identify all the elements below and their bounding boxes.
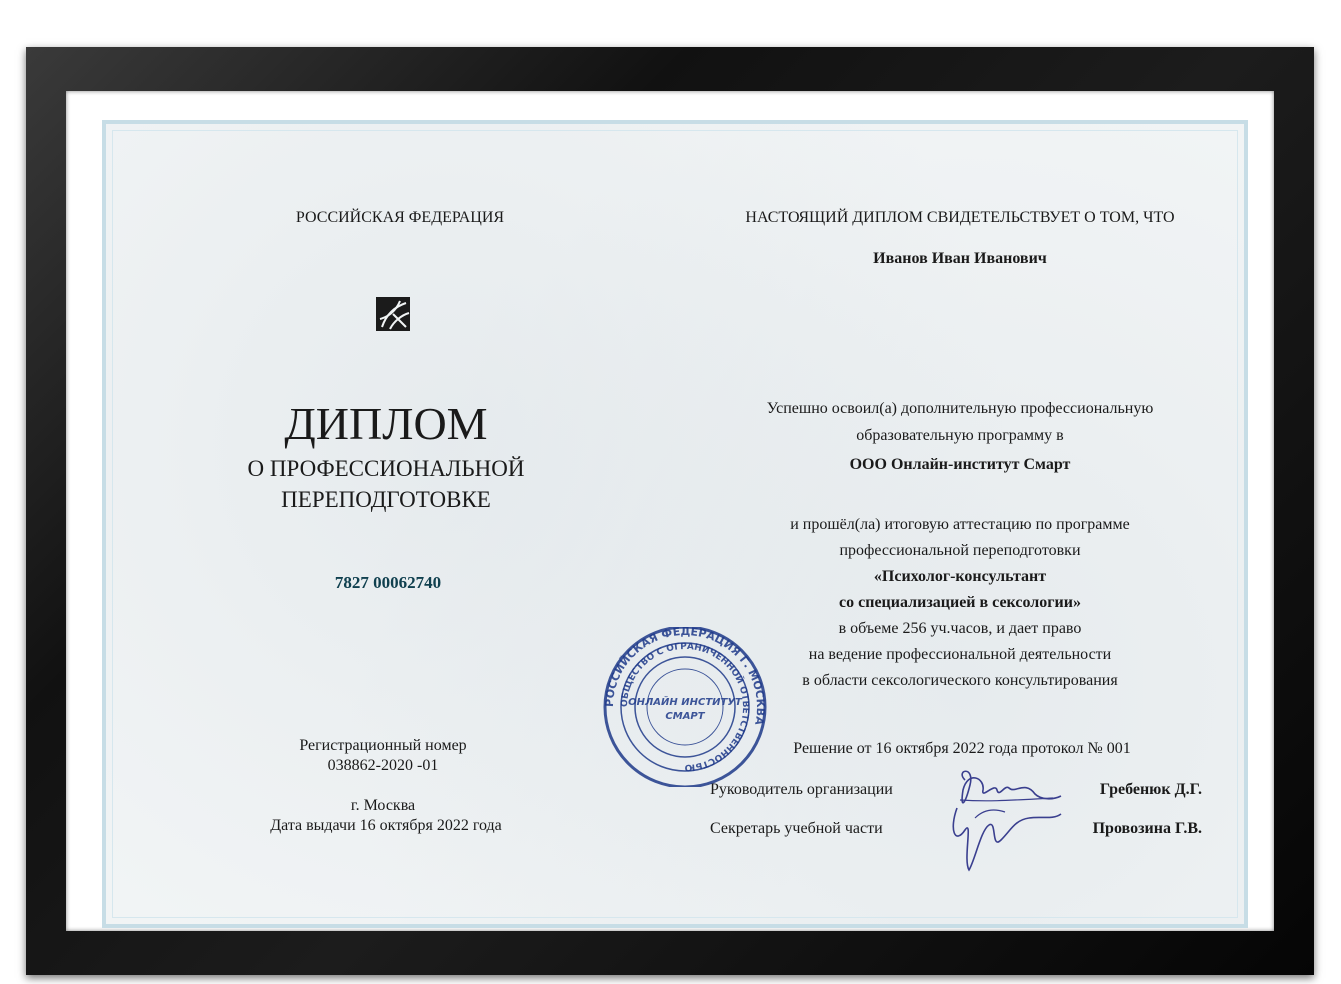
reg-number-label: Регистрационный номер bbox=[299, 737, 467, 754]
svg-text:ОНЛАЙН ИНСТИТУТ: ОНЛАЙН ИНСТИТУТ bbox=[628, 697, 742, 708]
diploma-subtitle-line1: О ПРОФЕССИОНАЛЬНОЙ bbox=[247, 456, 525, 481]
organization-name: ООО Онлайн-институт Смарт bbox=[849, 456, 1071, 473]
body-line-1: Успешно освоил(а) дополнительную профессиональную bbox=[766, 400, 1154, 417]
svg-text:РОССИЙСКАЯ ФЕДЕРАЦИЯ Г. МОСКВА: РОССИЙСКАЯ ФЕДЕРАЦИЯ Г. МОСКВА bbox=[602, 627, 768, 727]
serial-number: 7827 00062740 bbox=[334, 573, 442, 592]
issue-date: Дата выдачи 16 октября 2022 года bbox=[270, 817, 502, 834]
body-line-4: профессиональной переподготовки bbox=[839, 542, 1081, 559]
diploma-title: ДИПЛОМ bbox=[284, 398, 488, 449]
issue-city: г. Москва bbox=[350, 797, 416, 814]
recipient-name: Иванов Иван Иванович bbox=[873, 250, 1047, 267]
body-line-3: и прошёл(ла) итоговую аттестацию по программе bbox=[790, 516, 1130, 533]
diploma-subtitle-line2: ПЕРЕПОДГОТОВКЕ bbox=[281, 487, 491, 512]
svg-text:ОБЩЕСТВО С ОГРАНИЧЕННОЙ ОТВЕТС: ОБЩЕСТВО С ОГРАНИЧЕННОЙ ОТВЕТСТВЕННОСТЬЮ bbox=[619, 641, 751, 773]
secretary-label: Секретарь учебной части bbox=[710, 820, 883, 837]
head-name: Гребенюк Д.Г. bbox=[1099, 781, 1202, 798]
country-heading: РОССИЙСКАЯ ФЕДЕРАЦИЯ bbox=[295, 209, 505, 226]
signature-secretary bbox=[945, 800, 1065, 880]
svg-text:СМАРТ: СМАРТ bbox=[665, 711, 705, 722]
body-line-7: в области сексологического консультирования bbox=[802, 672, 1118, 689]
body-line-6: на ведение профессиональной деятельности bbox=[808, 646, 1112, 663]
reg-number-value: 038862-2020 -01 bbox=[327, 757, 439, 774]
program-name-line1: «Психолог-консультант bbox=[873, 568, 1047, 585]
decision-line: Решение от 16 октября 2022 года протокол № 001 bbox=[793, 740, 1131, 757]
head-label: Руководитель организации bbox=[710, 781, 893, 798]
institute-logo-icon bbox=[376, 297, 410, 331]
body-line-5: в объеме 256 уч.часов, и дает право bbox=[838, 620, 1082, 637]
body-line-2: образовательную программу в bbox=[856, 427, 1064, 444]
secretary-name: Провозина Г.В. bbox=[1092, 820, 1202, 837]
program-name-line2: со специализацией в сексологии» bbox=[839, 594, 1081, 611]
certifies-heading: НАСТОЯЩИЙ ДИПЛОМ СВИДЕТЕЛЬСТВУЕТ О ТОМ, ЧТО bbox=[745, 209, 1175, 226]
official-stamp bbox=[600, 627, 770, 787]
